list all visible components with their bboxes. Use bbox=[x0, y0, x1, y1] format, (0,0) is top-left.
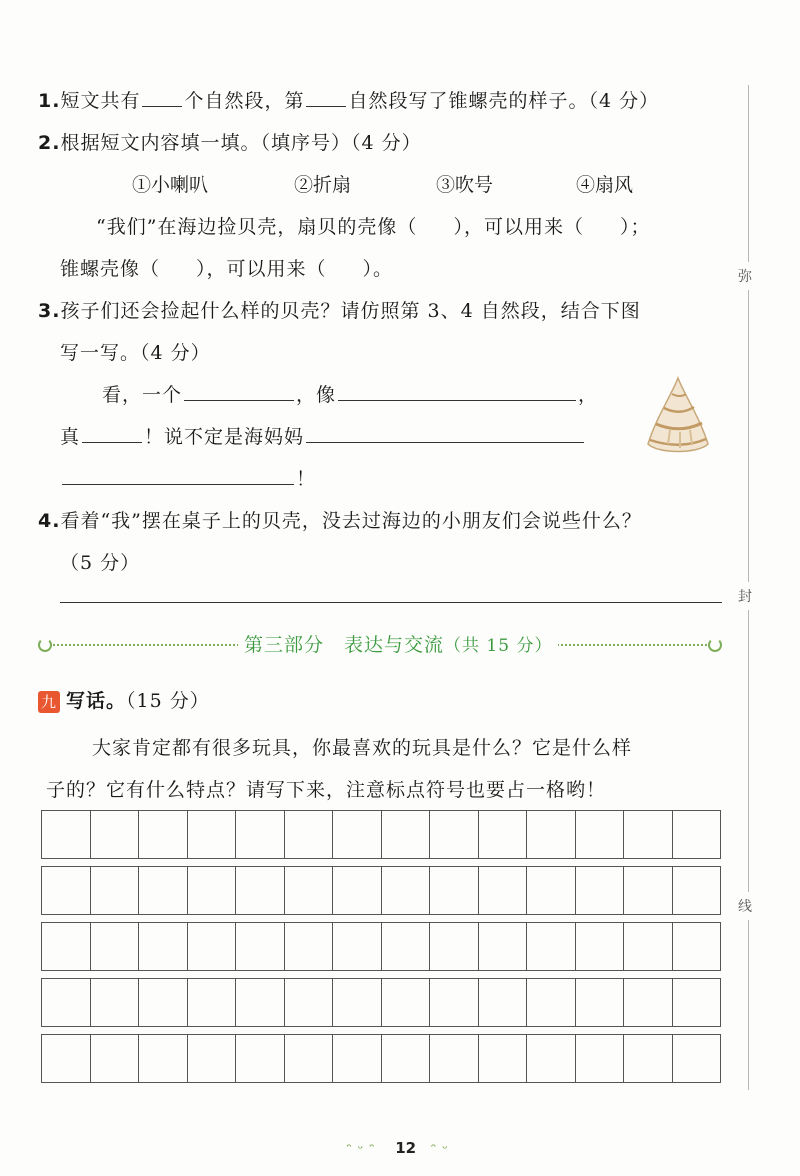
grid-cell[interactable] bbox=[188, 923, 237, 970]
grid-cell[interactable] bbox=[673, 867, 721, 914]
grid-cell[interactable] bbox=[382, 1035, 431, 1082]
option-4: ④扇风 bbox=[576, 174, 634, 196]
section-header bbox=[38, 624, 722, 664]
grid-cell[interactable] bbox=[479, 867, 528, 914]
answer-blank[interactable] bbox=[184, 382, 294, 401]
grid-cell[interactable] bbox=[285, 979, 334, 1026]
grid-cell[interactable] bbox=[333, 923, 382, 970]
grid-cell[interactable] bbox=[188, 867, 237, 914]
question-number: 4. bbox=[38, 510, 61, 532]
curl-ornament-icon bbox=[708, 638, 722, 652]
grid-cell[interactable] bbox=[624, 979, 673, 1026]
grid-cell[interactable] bbox=[236, 867, 285, 914]
grid-cell[interactable] bbox=[91, 811, 140, 858]
answer-blank[interactable] bbox=[142, 88, 182, 107]
grid-cell[interactable] bbox=[527, 979, 576, 1026]
grid-cell[interactable] bbox=[91, 979, 140, 1026]
grid-cell[interactable] bbox=[430, 979, 479, 1026]
question-2-line-2: 锥螺壳像（ ），可以用来（ ）。 bbox=[60, 258, 394, 280]
grid-cell[interactable] bbox=[430, 923, 479, 970]
grid-cell[interactable] bbox=[382, 867, 431, 914]
grid-row bbox=[41, 922, 721, 971]
answer-blank[interactable] bbox=[306, 88, 346, 107]
grid-cell[interactable] bbox=[673, 979, 721, 1026]
grid-cell[interactable] bbox=[382, 811, 431, 858]
grid-cell[interactable] bbox=[42, 923, 91, 970]
grid-cell[interactable] bbox=[527, 811, 576, 858]
grid-cell[interactable] bbox=[333, 867, 382, 914]
question-3-title-cont: 写一写。（4 分） bbox=[60, 342, 211, 364]
page-number: 12 bbox=[395, 1139, 417, 1157]
grid-cell[interactable] bbox=[139, 867, 188, 914]
question-2-line-1: “我们”在海边捡贝壳，扇贝的壳像（ ），可以用来（ ）； bbox=[96, 216, 651, 238]
grid-cell[interactable] bbox=[430, 867, 479, 914]
grid-cell[interactable] bbox=[285, 1035, 334, 1082]
grid-cell[interactable] bbox=[430, 1035, 479, 1082]
grid-cell[interactable] bbox=[382, 979, 431, 1026]
option-2: ②折扇 bbox=[294, 174, 352, 196]
grid-row bbox=[41, 1034, 721, 1083]
grid-cell[interactable] bbox=[576, 1035, 625, 1082]
sprout-decoration-icon: ᵔᵕ bbox=[430, 1142, 454, 1157]
grid-cell[interactable] bbox=[333, 811, 382, 858]
grid-cell[interactable] bbox=[333, 979, 382, 1026]
grid-cell[interactable] bbox=[91, 1035, 140, 1082]
grid-cell[interactable] bbox=[576, 811, 625, 858]
question-4: 4.看着“我”摆在桌子上的贝壳，没去过海边的小朋友们会说些什么？ bbox=[38, 510, 642, 532]
sprout-decoration-icon: ᵔᵕᵔ bbox=[346, 1142, 381, 1157]
grid-cell[interactable] bbox=[139, 1035, 188, 1082]
question-1: 1.短文共有 个自然段，第 自然段写了锥螺壳的样子。（4 分） bbox=[38, 90, 660, 112]
grid-cell[interactable] bbox=[624, 811, 673, 858]
question-9: 九 写话。（15 分） bbox=[38, 686, 210, 713]
question-4-score: （5 分） bbox=[60, 552, 141, 574]
grid-cell[interactable] bbox=[333, 1035, 382, 1082]
grid-cell[interactable] bbox=[91, 867, 140, 914]
grid-cell[interactable] bbox=[576, 979, 625, 1026]
question-number: 2. bbox=[38, 132, 61, 154]
answer-line[interactable] bbox=[60, 602, 722, 603]
grid-cell[interactable] bbox=[673, 811, 721, 858]
grid-cell[interactable] bbox=[139, 811, 188, 858]
page-footer bbox=[0, 1139, 800, 1157]
grid-cell[interactable] bbox=[285, 811, 334, 858]
grid-cell[interactable] bbox=[673, 1035, 721, 1082]
answer-blank[interactable] bbox=[306, 424, 584, 443]
grid-cell[interactable] bbox=[527, 1035, 576, 1082]
grid-cell[interactable] bbox=[576, 923, 625, 970]
grid-cell[interactable] bbox=[527, 923, 576, 970]
grid-cell[interactable] bbox=[285, 867, 334, 914]
question-9-prompt-1: 大家肯定都有很多玩具，你最喜欢的玩具是什么？它是什么样 bbox=[92, 737, 633, 759]
grid-cell[interactable] bbox=[188, 979, 237, 1026]
question-badge: 九 bbox=[38, 691, 60, 713]
question-number: 1. bbox=[38, 90, 61, 112]
grid-cell[interactable] bbox=[188, 811, 237, 858]
binding-label: 封 bbox=[738, 582, 752, 610]
grid-cell[interactable] bbox=[382, 923, 431, 970]
grid-cell[interactable] bbox=[236, 979, 285, 1026]
question-3-line-2: 真 ！说不定是海妈妈 bbox=[60, 422, 586, 449]
grid-cell[interactable] bbox=[673, 923, 721, 970]
answer-blank[interactable] bbox=[62, 466, 294, 485]
grid-cell[interactable] bbox=[624, 1035, 673, 1082]
cone-shell-icon bbox=[642, 374, 714, 460]
option-3: ③吹号 bbox=[436, 174, 494, 196]
question-number: 3. bbox=[38, 300, 61, 322]
grid-cell[interactable] bbox=[479, 811, 528, 858]
question-3: 3.孩子们还会捡起什么样的贝壳？请仿照第 3、4 自然段，结合下图 bbox=[38, 300, 641, 322]
grid-cell[interactable] bbox=[285, 923, 334, 970]
grid-row bbox=[41, 978, 721, 1027]
question-3-line-3: ！ bbox=[60, 464, 316, 491]
binding-label: 线 bbox=[738, 892, 752, 920]
grid-cell[interactable] bbox=[42, 811, 91, 858]
grid-row bbox=[41, 810, 721, 859]
grid-cell[interactable] bbox=[139, 979, 188, 1026]
grid-row bbox=[41, 866, 721, 915]
binding-label: 弥 bbox=[738, 262, 752, 290]
grid-cell[interactable] bbox=[236, 923, 285, 970]
grid-cell[interactable] bbox=[91, 923, 140, 970]
answer-blank[interactable] bbox=[82, 424, 142, 443]
grid-cell[interactable] bbox=[479, 923, 528, 970]
section-title: 第三部分 表达与交流（共 15 分） bbox=[238, 630, 558, 657]
grid-cell[interactable] bbox=[139, 923, 188, 970]
option-1: ①小喇叭 bbox=[132, 174, 209, 196]
grid-cell[interactable] bbox=[236, 1035, 285, 1082]
question-2: 2.根据短文内容填一填。（填序号）（4 分） bbox=[38, 132, 422, 154]
grid-cell[interactable] bbox=[624, 923, 673, 970]
question-3-line-1: 看，一个 ，像 ， bbox=[102, 384, 599, 406]
grid-cell[interactable] bbox=[479, 979, 528, 1026]
grid-cell[interactable] bbox=[42, 867, 91, 914]
grid-cell[interactable] bbox=[527, 867, 576, 914]
grid-cell[interactable] bbox=[576, 867, 625, 914]
grid-cell[interactable] bbox=[42, 979, 91, 1026]
grid-cell[interactable] bbox=[236, 811, 285, 858]
grid-cell[interactable] bbox=[430, 811, 479, 858]
question-9-prompt-2: 子的？它有什么特点？请写下来，注意标点符号也要占一格哟！ bbox=[46, 779, 607, 801]
grid-cell[interactable] bbox=[188, 1035, 237, 1082]
grid-cell[interactable] bbox=[624, 867, 673, 914]
grid-cell[interactable] bbox=[479, 1035, 528, 1082]
answer-blank[interactable] bbox=[338, 382, 576, 401]
grid-cell[interactable] bbox=[42, 1035, 91, 1082]
